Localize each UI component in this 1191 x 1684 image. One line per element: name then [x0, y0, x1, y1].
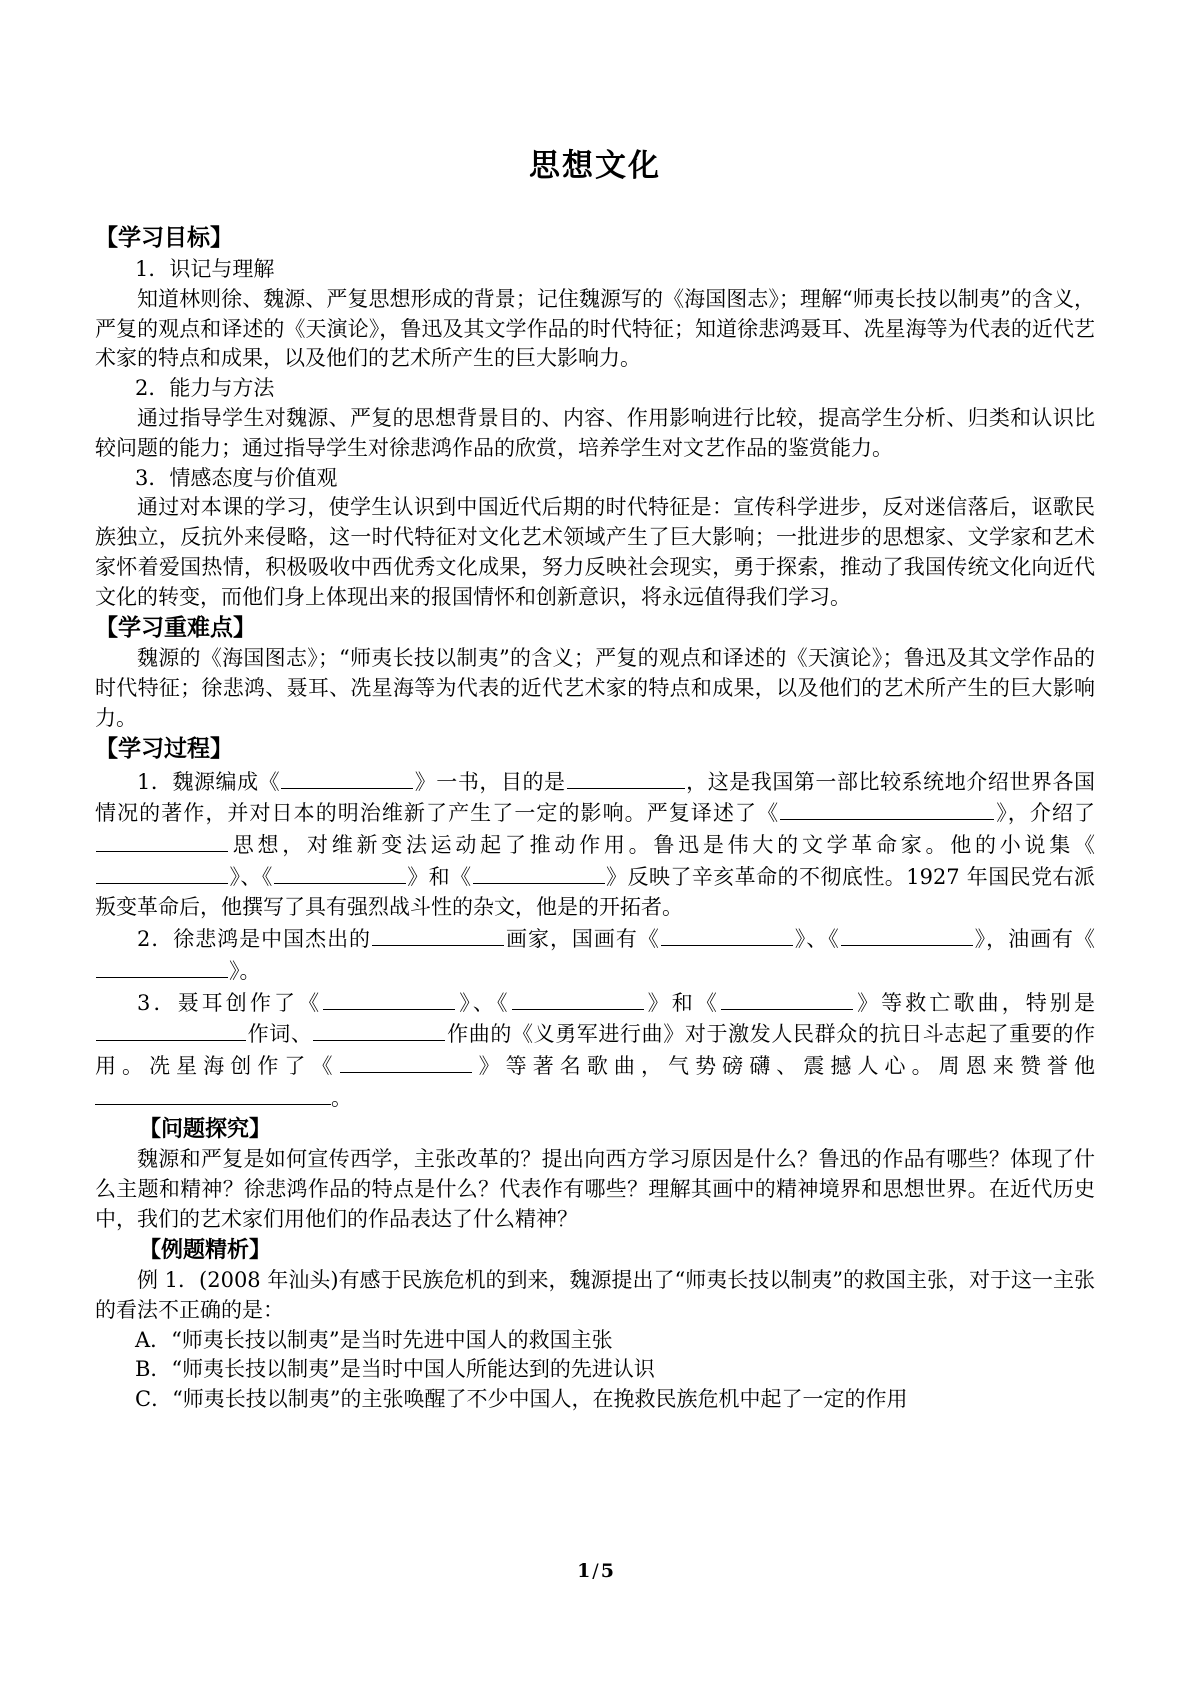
q1-blank-6[interactable] [274, 861, 406, 884]
inquiry-body: 魏源和严复是如何宣传西学，主张改革的？提出向西方学习原因是什么？鲁迅的作品有哪些？体现了什么主题和精神？徐悲鸿作品的特点是什么？代表作有哪些？理解其画中的精神境界和思想世界。在近代历史中，我们的艺术家们用他们的作品表达了什么精神？ [95, 1147, 1095, 1231]
q2-text-3: 》、《 [793, 926, 840, 951]
q2-text-5: 》。 [229, 958, 261, 983]
page-content [95, 0, 1095, 1415]
footer-total-pages: 5 [600, 1560, 614, 1582]
q3-blank-1[interactable] [323, 987, 455, 1010]
q1-text-4: 》，介绍了 [995, 801, 1096, 826]
q3-text-5: 作词、 [247, 1022, 313, 1047]
q1-text-3: ，这是我国第一部比较系统地介绍世界各国情况的著作，并对日本的明治维新了产生了一定的影响。严复译述了《 [95, 769, 1096, 826]
q3-text-8: 。 [331, 1086, 352, 1111]
q1-blank-5[interactable] [96, 861, 228, 884]
q2-blank-1[interactable] [372, 923, 504, 946]
q3-text-1: 3．聂耳创作了《 [137, 990, 323, 1015]
process-question-3 [95, 987, 1095, 1114]
objectives-item1-label: 1．识记与理解 [135, 256, 275, 281]
q2-blank-4[interactable] [96, 955, 228, 978]
key-points-body: 魏源的《海国图志》；“师夷长技以制夷”的含义；严复的观点和译述的《天演论》；鲁迅及其文学作品的时代特征；徐悲鸿、聂耳、冼星海等为代表的近代艺术家的特点和成果，以及他们的艺术所产生的巨大影响力。 [95, 646, 1095, 731]
example-1-option-c[interactable]: C．“师夷长技以制夷”的主张唤醒了不少中国人，在挽救民族危机中起了一定的作用 [135, 1387, 908, 1412]
section-heading-objectives: 【学习目标】 [95, 225, 233, 252]
objectives-item3-label: 3．情感态度与价值观 [135, 465, 338, 490]
objectives-item2-label: 2．能力与方法 [135, 376, 275, 401]
process-question-2 [95, 923, 1095, 987]
q3-text-6: 作曲的《义勇军进行曲》对于激发人民群众的抗日斗志起了重要的作用。冼星海创作了《 [95, 1022, 1096, 1079]
q1-text-1: 1．魏源编成《 [137, 769, 281, 794]
q1-text-2: 》一书，目的是 [414, 769, 566, 794]
page-footer [0, 1560, 1191, 1582]
footer-separator: / [592, 1560, 599, 1582]
q3-blank-7[interactable] [95, 1082, 331, 1105]
q1-blank-4[interactable] [96, 829, 228, 852]
q3-text-7: 》等著名歌曲，气势磅礴、震撼人心。周恩来赞誉他 [472, 1054, 1095, 1079]
section-heading-inquiry: 【问题探究】 [139, 1116, 272, 1142]
q2-text-1: 2．徐悲鸿是中国杰出的 [137, 926, 372, 951]
q3-blank-6[interactable] [340, 1050, 472, 1073]
example-1-option-a[interactable]: A．“师夷长技以制夷”是当时先进中国人的救国主张 [135, 1327, 613, 1352]
q2-text-2: 画家，国画有《 [505, 926, 660, 951]
q1-blank-7[interactable] [473, 861, 605, 884]
q3-text-3: 》和《 [644, 990, 720, 1015]
q3-text-4: 》等救亡歌曲，特别是 [853, 990, 1095, 1015]
q1-text-5: 思想，对维新变法运动起了推动作用。鲁迅是伟大的文学革命家。他的小说集《 [229, 833, 1095, 858]
q1-text-6: 》、《 [229, 865, 273, 890]
q3-text-2: 》、《 [456, 990, 511, 1015]
q2-text-4: 》，油画有《 [973, 926, 1096, 951]
q3-blank-4[interactable] [96, 1018, 246, 1041]
title-spacer [95, 185, 1095, 223]
objectives-item2-body: 通过指导学生对魏源、严复的思想背景目的、内容、作用影响进行比较，提高学生分析、归类和认识比较问题的能力；通过指导学生对徐悲鸿作品的欣赏，培养学生对文艺作品的鉴赏能力。 [95, 405, 1095, 460]
q1-text-7: 》和《 [406, 865, 472, 890]
footer-current-page: 1 [577, 1560, 591, 1582]
section-heading-key-points: 【学习重难点】 [95, 614, 256, 641]
q3-blank-5[interactable] [313, 1018, 445, 1041]
section-heading-examples: 【例题精析】 [139, 1237, 272, 1263]
objectives-item3-body: 通过对本课的学习，使学生认识到中国近代后期的时代特征是：宣传科学进步，反对迷信落后，讴歌民族独立，反抗外来侵略，这一时代特征对文化艺术领域产生了巨大影响；一批进步的思想家、文学家和艺术家怀着爱国热情，积极吸收中西优秀文化成果，努力反映社会现实，勇于探索，推动了我国传统文化向近代文化的转变，而他们身上体现出来的报国情怀和创新意识，将永远值得我们学习。 [95, 495, 1095, 609]
q1-blank-1[interactable] [281, 766, 413, 789]
process-question-1 [95, 766, 1095, 923]
example-1-option-b[interactable]: B．“师夷长技以制夷”是当时中国人所能达到的先进认识 [135, 1357, 655, 1382]
q2-blank-3[interactable] [841, 923, 973, 946]
q1-text-8: 》反映了辛亥革命的不彻底性。1927 年国民党右派叛变革命后，他撰写了具有强烈战斗性的杂文，他是的开拓者。 [95, 865, 1096, 920]
q3-blank-2[interactable] [512, 987, 644, 1010]
page-title: 思想文化 [529, 148, 661, 184]
q1-blank-3[interactable] [780, 797, 994, 820]
q3-blank-3[interactable] [721, 987, 853, 1010]
q1-blank-2[interactable] [567, 766, 685, 789]
q2-blank-2[interactable] [661, 923, 793, 946]
example-1-stem: 例 1．(2008 年汕头)有感于民族危机的到来，魏源提出了“师夷长技以制夷”的救国主张，对于这一主张的看法不正确的是： [95, 1267, 1096, 1322]
objectives-item1-body: 知道林则徐、魏源、严复思想形成的背景；记住魏源写的《海国图志》；理解“师夷长技以制夷”的含义，严复的观点和译述的《天演论》，鲁迅及其文学作品的时代特征；知道徐悲鸿聂耳、冼星海等为代表的近代艺术家的特点和成果，以及他们的艺术所产生的巨大影响力。 [95, 286, 1095, 371]
section-heading-process: 【学习过程】 [95, 735, 233, 762]
